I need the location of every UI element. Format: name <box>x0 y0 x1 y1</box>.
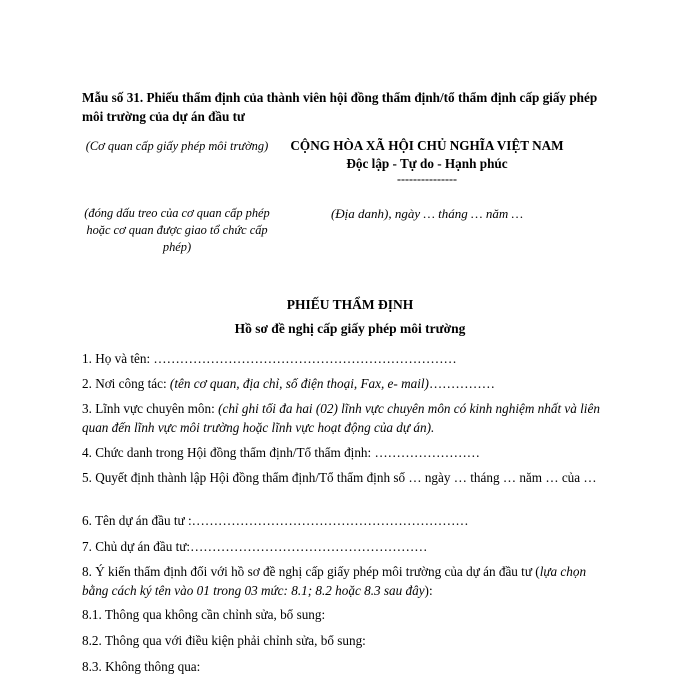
document-title: PHIẾU THẨM ĐỊNH <box>286 297 414 312</box>
field-expertise-hint: (chỉ ghi tối đa hai (02) lĩnh vực chuyên môn có kinh nghiệm nhất và liên quan đến lĩnh vực môi trường hoặc lĩnh vực hoạt động của dự án). <box>82 401 600 435</box>
document-subtitle: Hồ sơ đề nghị cấp giấy phép môi trường <box>234 321 466 336</box>
field-appraisal-opinion <box>82 562 610 600</box>
field-appraisal-label: 8. Ý kiến thẩm định đối với hồ sơ đề nghị cấp giấy phép môi trường của dự án đầu tư ( <box>82 564 540 579</box>
field-council-role: 4. Chức danh trong Hội đồng thẩm định/Tổ thẩm định: …………………… <box>82 445 480 460</box>
field-workplace-dots: …………… <box>428 376 495 391</box>
national-motto: Độc lập - Tự do - Hạnh phúc <box>346 156 508 171</box>
stamp-note: (đóng dấu treo của cơ quan cấp phép hoặc cơ quan được giao tổ chức cấp phép) <box>84 206 270 254</box>
field-workplace-hint: (tên cơ quan, địa chỉ, số điện thoại, Fax, e- mail) <box>169 376 429 391</box>
field-project-name: 6. Tên dự án đầu tư :……………………………………………………… <box>82 513 469 528</box>
motto-divider: --------------- <box>397 172 457 186</box>
field-workplace <box>82 374 610 393</box>
field-establishment-decision: 5. Quyết định thành lập Hội đồng thẩm định/Tổ thẩm định số … ngày … tháng … năm … của … <box>82 470 597 485</box>
form-title: Mẫu số 31. Phiếu thẩm định của thành viên hội đồng thẩm định/tổ thẩm định cấp giấy phép môi trường của dự án đầu tư <box>82 90 598 124</box>
field-appraisal-hint: lựa chọn bằng cách ký tên vào 01 trong 03 mức: 8.1; 8.2 hoặc 8.3 sau đây <box>82 564 587 598</box>
field-expertise <box>82 399 610 437</box>
field-project-owner: 7. Chủ dự án đầu tư:……………………………………………… <box>82 539 428 554</box>
option-pass-with-changes: 8.2. Thông qua với điều kiện phải chỉnh sửa, bổ sung: <box>82 633 366 648</box>
agency-name: (Cơ quan cấp giấy phép môi trường) <box>85 139 269 153</box>
option-reject: 8.3. Không thông qua: <box>82 659 201 674</box>
field-expertise-label: 3. Lĩnh vực chuyên môn: <box>82 401 219 416</box>
field-appraisal-end: ): <box>424 583 433 598</box>
national-title: CỘNG HÒA XÃ HỘI CHỦ NGHĨA VIỆT NAM <box>290 138 564 153</box>
field-workplace-label: 2. Nơi công tác: <box>82 376 170 391</box>
option-pass-no-changes: 8.1. Thông qua không cần chỉnh sửa, bổ sung: <box>82 607 326 622</box>
place-date: (Địa danh), ngày … tháng … năm … <box>330 206 524 221</box>
field-full-name: 1. Họ và tên: …………………………………………………………… <box>82 351 457 366</box>
